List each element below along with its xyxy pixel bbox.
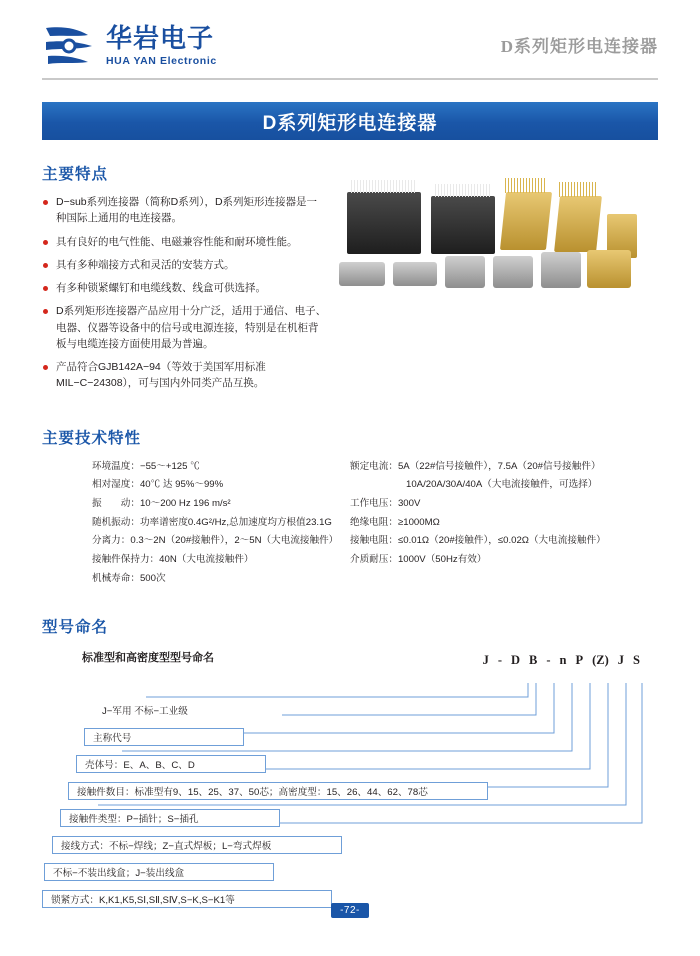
- connector-gray-3: [445, 256, 485, 288]
- code-part: P: [575, 652, 584, 667]
- spec-line: 绝缘电阻：≥1000MΩ: [350, 516, 440, 528]
- connector-gray-4: [493, 256, 533, 288]
- specs-columns: [42, 458, 658, 589]
- code-part: (Z): [592, 652, 609, 667]
- spec-line: 接触电阻：≤0.01Ω（20#接触件），≤0.02Ω（大电流接触件）: [350, 535, 606, 547]
- specs-left-column: [42, 458, 342, 589]
- code-part: D: [510, 652, 521, 667]
- list-item: 壳体号：E、A、B、C、D: [76, 755, 266, 773]
- spec-line: 环境温度：−55～+125 ℃: [92, 460, 200, 472]
- pins-silver: [351, 180, 417, 193]
- pins-gold: [505, 178, 547, 193]
- list-item: 有多种锁紧螺钉和电缆线数、线盒可供选择。: [42, 280, 327, 296]
- spec-line: 相对湿度：40℃ 达 95%～99%: [92, 479, 224, 491]
- list-item: 接线方式：不标−焊线；Z−直式焊板；L−弯式焊板: [52, 836, 342, 854]
- list-item: 主称代号: [84, 728, 244, 746]
- code-part: B: [529, 652, 538, 667]
- page-title: D系列矩形电连接器: [42, 102, 658, 140]
- list-item: 不标−不装出线盒；J−装出线盒: [44, 863, 274, 881]
- specs-right-column: [342, 458, 658, 589]
- model-code: [483, 653, 640, 668]
- pins-gold-2: [559, 182, 597, 197]
- list-item: 接触件类型：P−插针；S−插孔: [60, 809, 280, 827]
- connector-black-medium: [431, 196, 495, 254]
- code-part: -: [497, 652, 502, 667]
- naming-heading: 型号命名: [42, 618, 109, 636]
- list-item: 接触件数目：标准型有9、15、25、37、50芯；高密度型：15、26、44、62、78芯: [68, 782, 488, 800]
- features-list: [42, 194, 327, 392]
- page-number: [0, 900, 700, 918]
- spec-line: 分离力：0.3～2N（20#接触件），2～5N（大电流接触件）: [92, 535, 339, 547]
- product-photo: [335, 170, 658, 320]
- spec-line: 介质耐压：1000V（50Hz有效）: [350, 554, 487, 566]
- features-section: [42, 162, 658, 408]
- logo-text-en: HUA YAN Electronic: [106, 54, 217, 67]
- list-item: 具有多种端接方式和灵活的安装方式。: [42, 257, 327, 273]
- logo-mark-icon: [42, 22, 96, 70]
- spec-line: 接触件保持力：40N（大电流接触件）: [92, 554, 254, 566]
- list-item: D−sub系列连接器（简称D系列），D系列矩形连接器是一种国际上通用的电连接器。: [42, 194, 327, 227]
- connector-gray-1: [339, 262, 385, 286]
- connector-gold-tall-2: [554, 196, 602, 252]
- spec-line: 机械寿命：500次: [92, 572, 166, 584]
- spec-line: 振 动：10～200 Hz 196 m/s²: [92, 498, 231, 510]
- code-part: J: [482, 652, 489, 667]
- company-logo: [42, 22, 217, 70]
- header-series-title: D系列矩形电连接器: [500, 36, 658, 56]
- page-header: [0, 0, 700, 92]
- features-heading: 主要特点: [42, 166, 109, 183]
- features-text-column: [42, 162, 327, 408]
- connector-black-large: [347, 192, 421, 254]
- spec-line: 额定电流：5A（22#信号接触件），7.5A（20#信号接触件）: [350, 460, 601, 472]
- list-item: 产品符合GJB142A−94（等效于美国军用标准MIL−C−24308），可与国内外同类产品互换。: [42, 359, 327, 392]
- page-number-label: -72-: [331, 903, 369, 918]
- spec-line: 10A/20A/30A/40A（大电流接触件，可选择）: [406, 479, 598, 491]
- specs-heading: 主要技术特性: [42, 429, 142, 447]
- connector-gold-tall: [500, 192, 552, 250]
- code-part: -: [546, 652, 551, 667]
- naming-section: [42, 615, 658, 908]
- list-item: D系列矩形连接器产品应用十分广泛，适用于通信、电子、电器、仪器等设备中的信号或电源连接，特别是在机柜背板与电缆连接方面使用最为普遍。: [42, 303, 327, 352]
- connector-gray-2: [393, 262, 437, 286]
- connector-gray-5: [541, 252, 581, 288]
- header-divider: [42, 78, 658, 80]
- connector-gold-front: [587, 250, 631, 288]
- logo-text-cn: 华岩电子: [106, 23, 215, 54]
- pins-silver: [435, 184, 491, 197]
- spec-line: 随机振动：功率谱密度0.4G²/Hz,总加速度均方根值23.1G: [92, 516, 332, 528]
- specs-section: [42, 426, 658, 589]
- code-part: n: [559, 652, 567, 667]
- list-item: 锁紧方式：K,K1,K5,SⅠ,SⅡ,SⅣ,S−K,S−K1等: [42, 890, 332, 908]
- list-item: J−军用 不标−工业级: [92, 701, 282, 719]
- naming-rows: [42, 701, 658, 908]
- list-item: 具有良好的电气性能、电磁兼容性能和耐环境性能。: [42, 234, 327, 250]
- naming-subtitle: 标准型和高密度型型号命名: [82, 651, 214, 664]
- spec-line: 工作电压：300V: [350, 498, 421, 510]
- code-part: J: [617, 652, 625, 667]
- code-part: S: [633, 652, 640, 667]
